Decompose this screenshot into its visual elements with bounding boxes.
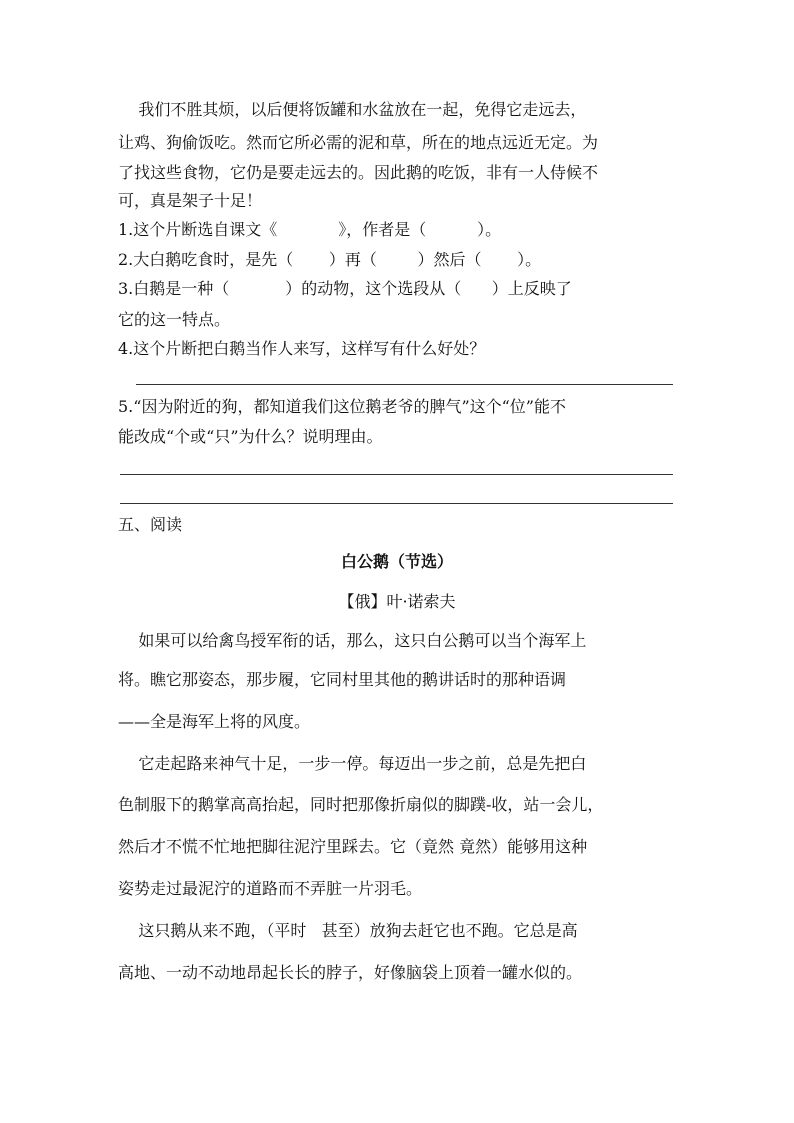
passage-line: 可，真是架子十足！ <box>118 191 263 210</box>
passage-line: 了找这些食物，它仍是要走远去的。因此鹅的吃饭，非有一人侍候不 <box>118 163 599 182</box>
article-line: 色制服下的鹅掌高高抬起，同时把那像折扇似的脚蹼-收，站一会儿， <box>118 795 604 814</box>
passage-line: 让鸡、狗偷饭吃。然而它所必需的泥和草，所在的地点远近无定。为 <box>118 133 599 152</box>
article-title: 白公鹅（节选） <box>340 552 453 571</box>
article-line: 姿势走过最泥泞的道路而不弄脏一片羽毛。 <box>118 879 423 898</box>
article-line: 如果可以给禽鸟授军衔的话，那么，这只白公鹅可以当个海军上 <box>118 631 587 650</box>
question-4: 4.这个片断把白鹅当作人来写，这样写有什么好处？ <box>118 339 486 358</box>
answer-line <box>136 384 673 385</box>
question-2: 2.大白鹅吃食时，是先（ ）再（ ）然后（ ）。 <box>118 250 542 269</box>
article-line: 这只鹅从来不跑，（平时 甚至）放狗去赶它也不跑。它总是高 <box>118 921 578 940</box>
answer-line <box>120 503 673 504</box>
article-line: 将。瞧它那姿态，那步履，它同村里其他的鹅讲话时的那种语调 <box>118 670 567 689</box>
answer-line <box>120 474 673 475</box>
passage-line: 我们不胜其烦，以后便将饭罐和水盆放在一起，免得它走远去， <box>118 100 587 119</box>
article-line: 然后才不慌不忙地把脚往泥泞里踩去。它（竟然 竟然）能够用这种 <box>118 837 588 856</box>
article-line: ——全是海军上将的风度。 <box>118 712 311 731</box>
question-5-cont: 能改成“个或“只”为什么？说明理由。 <box>118 427 383 446</box>
section-heading: 五、阅读 <box>118 515 183 534</box>
question-5: 5.“因为附近的狗，都知道我们这位鹅老爷的脾气”这个“位”能不 <box>118 397 566 416</box>
question-1: 1.这个片断选自课文《 》，作者是（ ）。 <box>118 220 502 239</box>
article-line: 高地、一动不动地昂起长长的脖子，好像脑袋上顶着一罐水似的。 <box>118 963 583 982</box>
question-3-cont: 它的这一特点。 <box>118 310 231 329</box>
article-author: 【俄】叶·诺索夫 <box>338 592 456 611</box>
article-line: 它走起路来神气十足，一步一停。每迈出一步之前，总是先把白 <box>118 754 587 773</box>
question-3: 3.白鹅是一种（ ）的动物，这个选段从（ ）上反映了 <box>118 279 572 298</box>
